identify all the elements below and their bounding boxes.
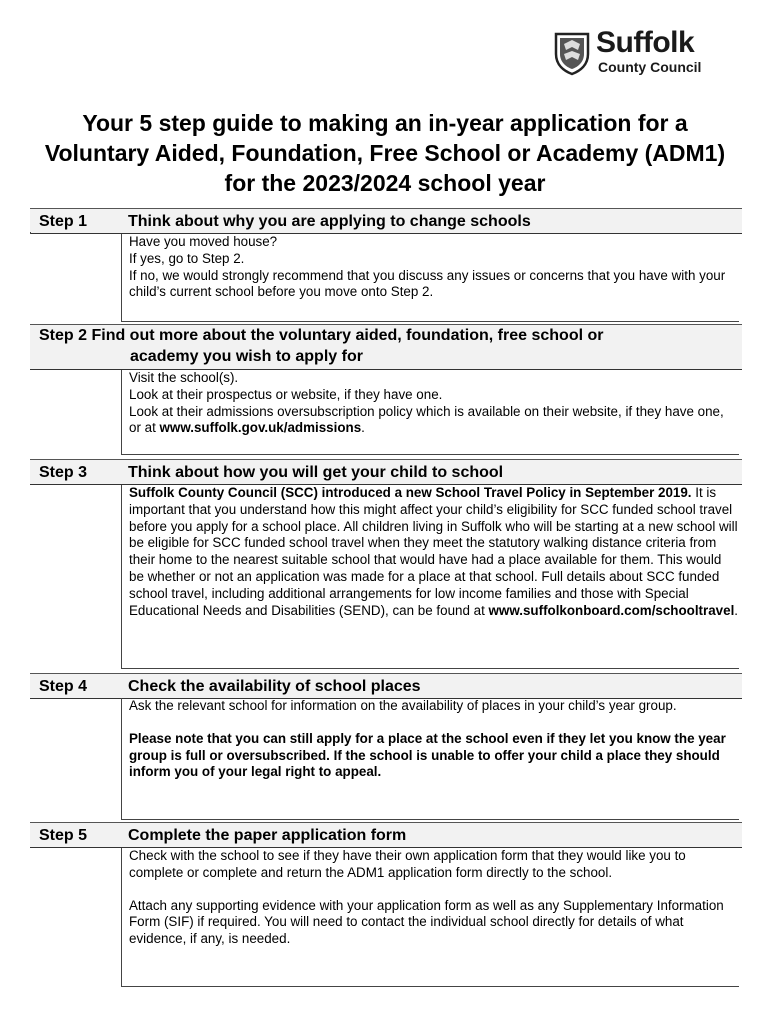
step-1-header <box>30 208 742 234</box>
step-2-header <box>30 324 742 370</box>
admissions-link[interactable]: www.suffolk.gov.uk/admissions <box>159 420 362 436</box>
step-1-label: Step 1 <box>39 213 88 230</box>
step-3-text: Suffolk County Council (SCC) introduced a new School Travel Policy in September 2019. It is important that you understand how this might affect your child’s eligibility for SCC funded school travel before you apply for a school place. All children living in Suffolk who will be starting at a new school will be eligible for SCC funded school travel when they meet the statutory walking distance criteria from their home to the nearest suitable school that would have had a place available for them. This would be whether or not an application was made for a place at that school. Full details about SCC funded school travel, including additional arrangements for low income families and those with Special Educational Needs and Disabilities (SEND), can be found at www.suffolkonboard.com/schooltravel. <box>129 485 739 618</box>
step-1-line-2: If yes, go to Step 2. <box>129 250 245 266</box>
step-4-heading: Check the availability of school places <box>128 678 421 695</box>
step-1-line-1: Have you moved house? <box>129 234 278 249</box>
step-5-text-1: Check with the school to see if they have their own application form that they would like you to complete or complete and return the ADM1 application form directly to the school. <box>129 848 686 880</box>
step-3-heading: Think about how you will get your child to school <box>128 464 504 481</box>
step-4-label: Step 4 <box>39 678 88 695</box>
step-1-heading: Think about why you are applying to change schools <box>128 213 531 230</box>
step-2-line-3: Look at their admissions oversubscription policy which is available on their website, if they have one, or at www.suffolk.gov.uk/admissions. <box>129 403 724 436</box>
step-3-header <box>30 459 742 485</box>
step-3-body <box>121 485 739 669</box>
schooltravel-link[interactable]: www.suffolkonboard.com/schooltravel <box>488 602 735 618</box>
step-2-heading-line-2: academy you wish to apply for <box>130 348 363 365</box>
step-2-label: Step 2 <box>39 327 88 344</box>
step-3-label: Step 3 <box>39 464 88 481</box>
suffolk-county-council-logo <box>552 26 718 80</box>
step-1-line-3: If no, we would strongly recommend that you discuss any issues or concerns that you have with your child’s current school before you move onto Step 2. <box>129 267 726 300</box>
divider <box>30 232 31 234</box>
logo-name: Suffolk <box>596 26 695 59</box>
step-5-body <box>121 848 739 987</box>
step-2-line-2: Look at their prospectus or website, if they have one. <box>129 386 443 402</box>
step-2-body <box>121 370 739 455</box>
step-4-note: Please note that you can still apply for a place at the school even if they let you know the year group is full or oversubscribed. If the school is unable to offer your child a place they should inform you of your legal right to appeal. <box>129 730 726 780</box>
step-2-heading-line-1: Find out more about the voluntary aided, foundation, free school or <box>91 327 604 344</box>
step-5-header <box>30 822 742 848</box>
step-1-body <box>121 234 739 322</box>
step-5-heading: Complete the paper application form <box>128 827 407 844</box>
step-4-body <box>121 698 739 820</box>
logo-subtitle: County Council <box>598 59 702 75</box>
step-4-text: Ask the relevant school for information on the availability of places in your child’s year group. <box>129 698 677 713</box>
step-5-text-2: Attach any supporting evidence with your application form as well as any Supplementary Information Form (SIF) if required. You will need to contact the individual school directly for details of what evidence, if any, is needed. <box>129 897 724 947</box>
step-4-header <box>30 673 742 699</box>
step-2-line-1: Visit the school(s). <box>129 370 239 385</box>
travel-policy-intro: Suffolk County Council (SCC) introduced a new School Travel Policy in September 2019. <box>129 485 692 500</box>
step-5-label: Step 5 <box>39 827 88 844</box>
page-title: Your 5 step guide to making an in-year application for a Voluntary Aided, Foundation, Free School or Academy (ADM1) for the 2023/2024 school year <box>44 110 726 196</box>
crest-icon <box>552 30 592 76</box>
